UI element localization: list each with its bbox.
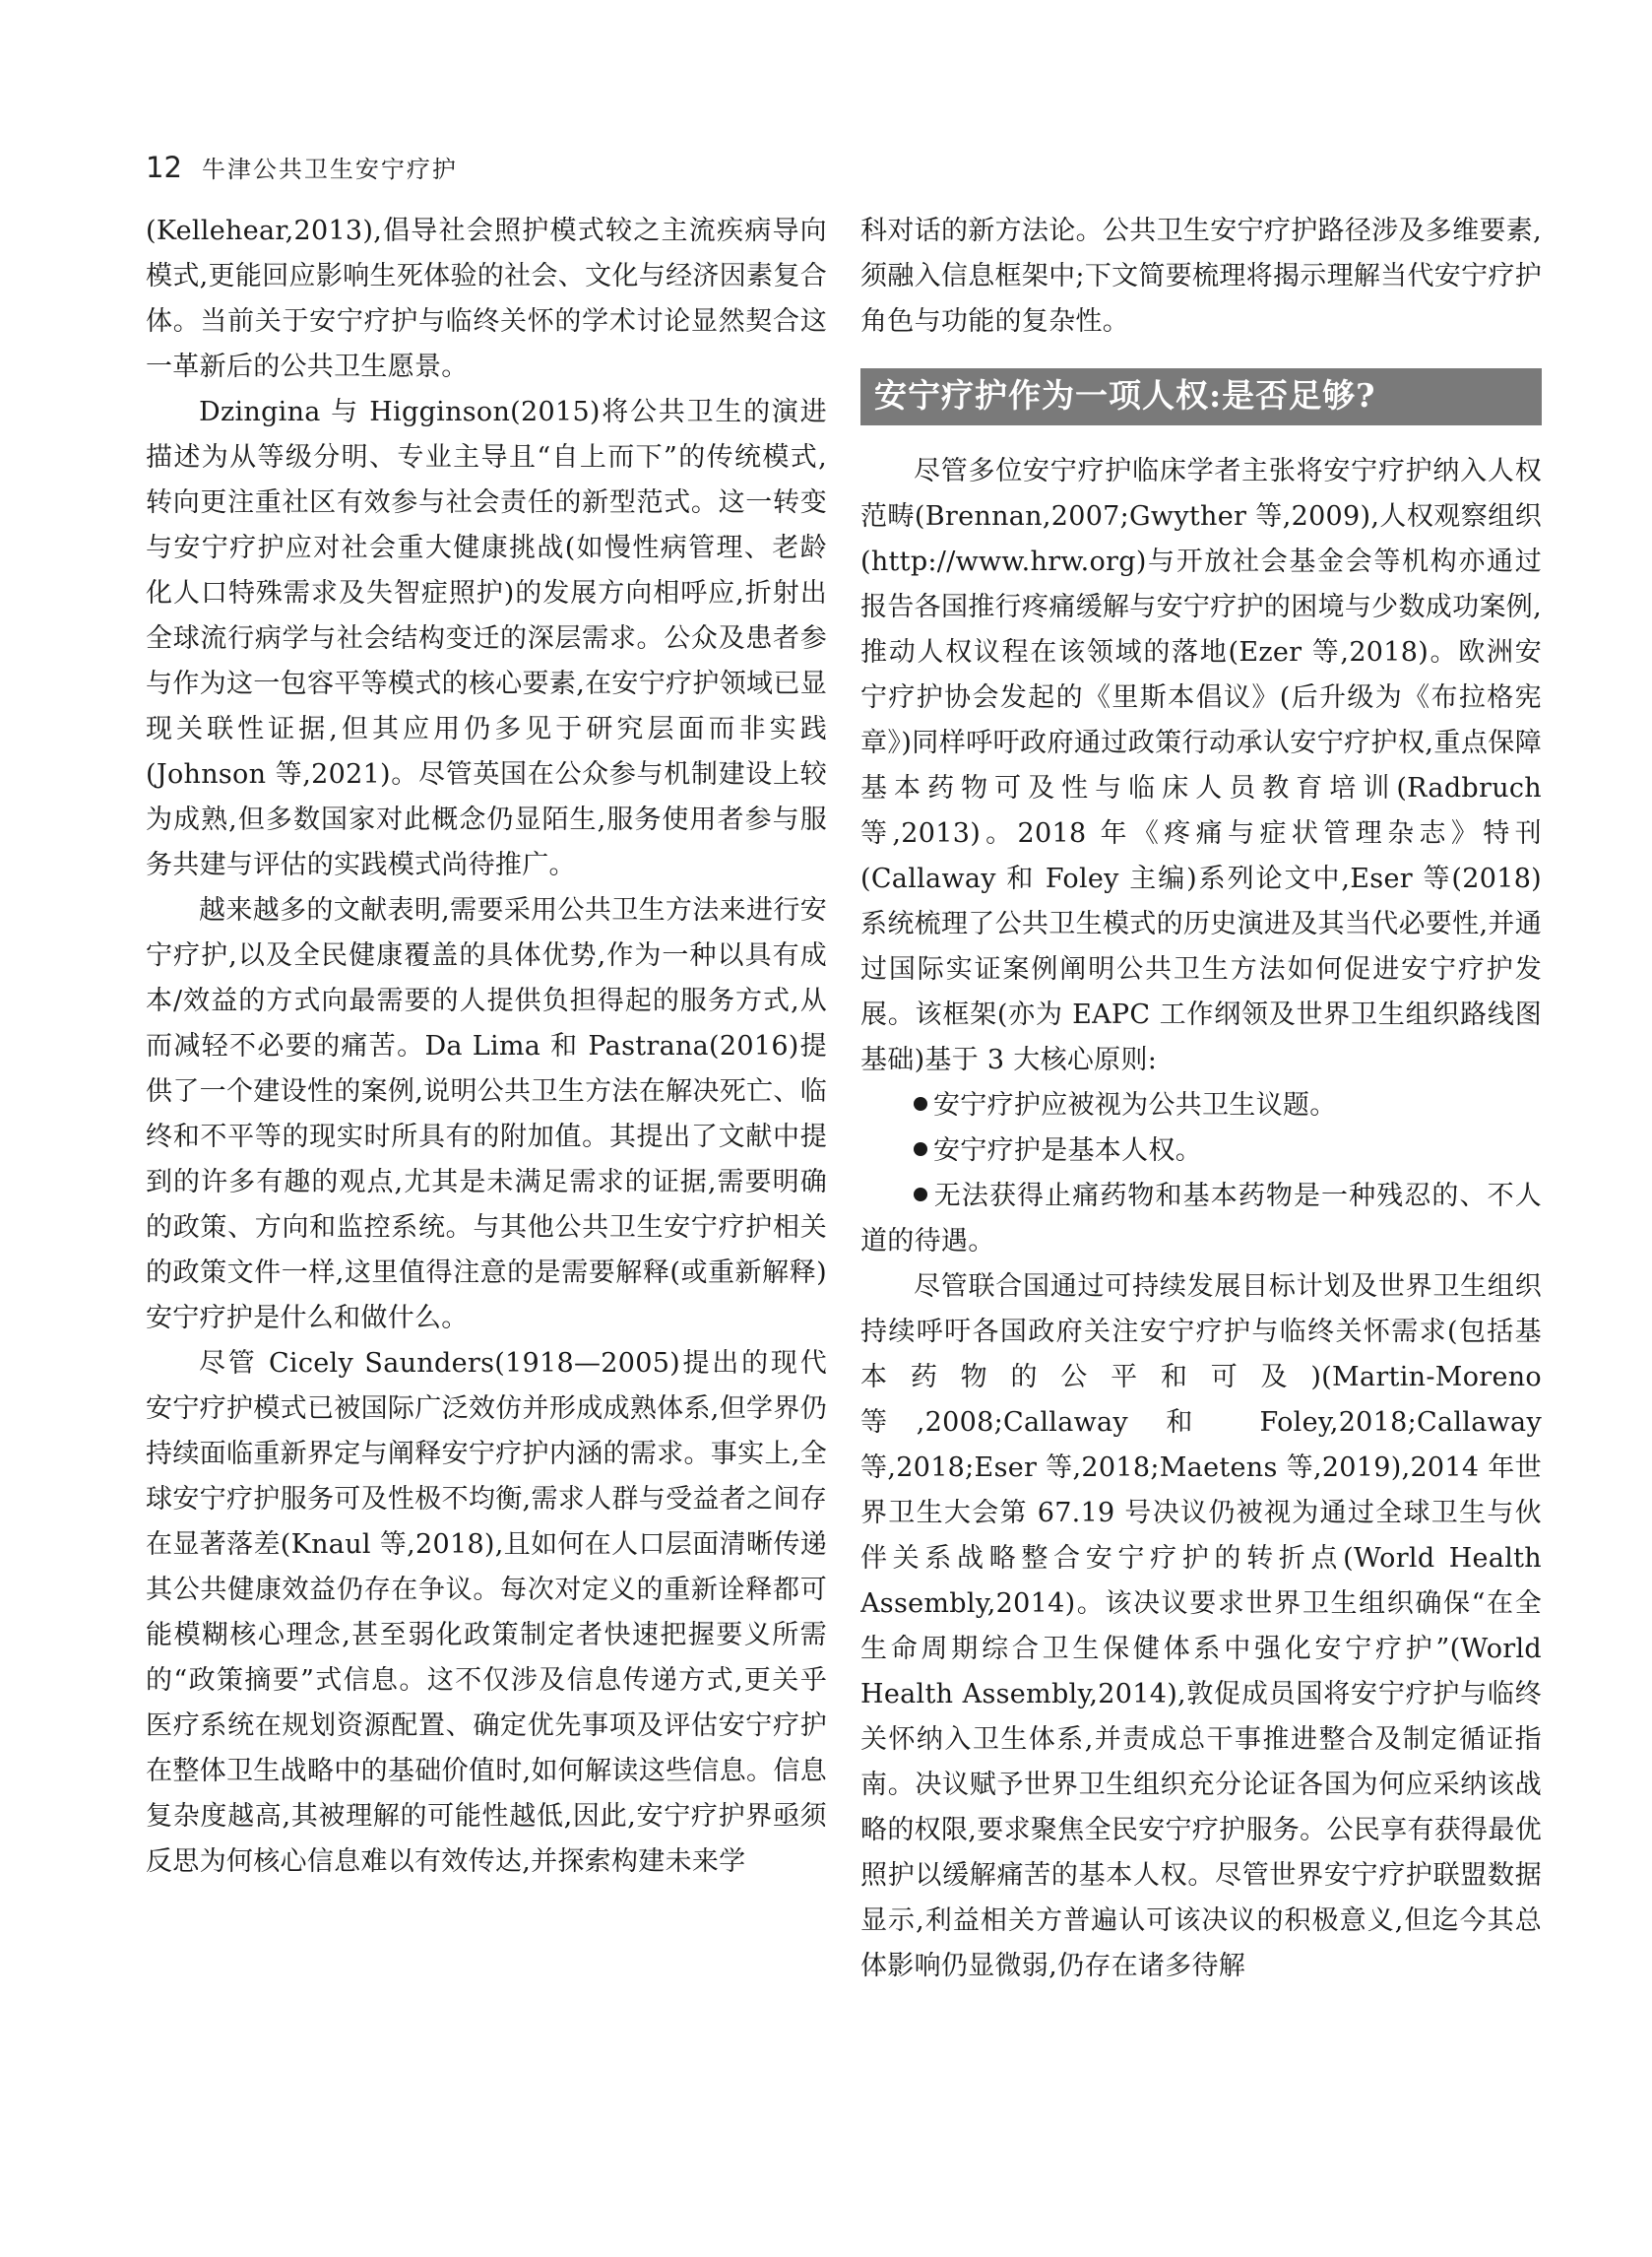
section-heading: 安宁疗护作为一项人权:是否足够? [860, 368, 1542, 425]
list-item [860, 1128, 1542, 1174]
bullet-icon [914, 1142, 927, 1156]
list-item [860, 1083, 1542, 1128]
running-header [146, 150, 458, 189]
running-title: 牛津公共卫生安宁疗护 [201, 156, 458, 183]
list-item-text: 安宁疗护是基本人权。 [933, 1135, 1202, 1166]
list-item-text: 安宁疗护应被视为公共卫生议题。 [933, 1090, 1337, 1121]
body-paragraph: (Kellehear,2013),倡导社会照护模式较之主流疾病导向模式,更能回应影响生死体验的社会、文化与经济因素复合体。当前关于安宁疗护与临终关怀的学术讨论显然契合这一革新后的公共卫生愿景。 [146, 216, 827, 382]
body-paragraph: 尽管联合国通过可持续发展目标计划及世界卫生组织持续呼吁各国政府关注安宁疗护与临终关怀需求(包括基本药物的公平和可及)(Martin-Moreno 等,2008;Callaway 和 Foley,2018;Callaway 等,2018;Eser 等,2018;Maetens 等,2019),2014 年世界卫生大会第 67.19 号决议仍被视为通过全球卫生与伙伴关系战略整合安宁疗护的转折点(World Health Assembly,2014)。该决议要求世界卫生组织确保“在全生命周期综合卫生保健体系中强化安宁疗护”(World Health Assembly,2014),敦促成员国将安宁疗护与临终关怀纳入卫生体系,并责成总干事推进整合及制定循证指南。决议赋予世界卫生组织充分论证各国为何应采纳该战略的权限,要求聚焦全民安宁疗护服务。公民享有获得最优照护以缓解痛苦的基本人权。尽管世界安宁疗护联盟数据显示,利益相关方普遍认可该决议的积极意义,但迄今其总体影响仍显微弱,仍存在诸多待解 [860, 1271, 1542, 1981]
bullet-icon [914, 1188, 927, 1201]
bullet-icon [914, 1097, 927, 1111]
body-paragraph: 尽管 Cicely Saunders(1918—2005)提出的现代安宁疗护模式已被国际广泛效仿并形成成熟体系,但学界仍持续面临重新界定与阐释安宁疗护内涵的需求。事实上,全球安宁疗护服务可及性极不均衡,需求人群与受益者之间存在显著落差(Knaul 等,2018),且如何在人口层面清晰传递其公共健康效益仍存在争议。每次对定义的重新诠释都可能模糊核心理念,甚至弱化政策制定者快速把握要义所需的“政策摘要”式信息。这不仅涉及信息传递方式,更关乎医疗系统在规划资源配置、确定优先事项及评估安宁疗护在整体卫生战略中的基础价值时,如何解读这些信息。信息复杂度越高,其被理解的可能性越低,因此,安宁疗护界亟须反思为何核心信息难以有效传达,并探索构建未来学 [146, 1348, 827, 1877]
body-paragraph: Dzingina 与 Higginson(2015)将公共卫生的演进描述为从等级分明、专业主导且“自上而下”的传统模式,转向更注重社区有效参与社会责任的新型范式。这一转变与安宁疗护应对社会重大健康挑战(如慢性病管理、老龄化人口特殊需求及失智症照护)的发展方向相呼应,折射出全球流行病学与社会结构变迁的深层需求。公众及患者参与作为这一包容平等模式的核心要素,在安宁疗护领域已显现关联性证据,但其应用仍多见于研究层面而非实践(Johnson 等,2021)。尽管英国在公众参与机制建设上较为成熟,但多数国家对此概念仍显陌生,服务使用者参与服务共建与评估的实践模式尚待推广。 [146, 397, 827, 880]
page-number: 12 [146, 151, 182, 184]
principles-list [860, 1083, 1542, 1264]
body-paragraph: 尽管多位安宁疗护临床学者主张将安宁疗护纳入人权范畴(Brennan,2007;Gwyther 等,2009),人权观察组织(http://www.hrw.org)与开放社会基金会等机构亦通过报告各国推行疼痛缓解与安宁疗护的困境与少数成功案例,推动人权议程在该领域的落地(Ezer 等,2018)。欧洲安宁疗护协会发起的《里斯本倡议》(后升级为《布拉格宪章》)同样呼吁政府通过政策行动承认安宁疗护权,重点保障基本药物可及性与临床人员教育培训(Radbruch 等,2013)。2018 年《疼痛与症状管理杂志》特刊(Callaway 和 Foley 主编)系列论文中,Eser 等(2018)系统梳理了公共卫生模式的历史演进及其当代必要性,并通过国际实证案例阐明公共卫生方法如何促进安宁疗护发展。该框架(亦为 EAPC 工作纲领及世界卫生组织路线图基础)基于 3 大核心原则: [860, 456, 1542, 1075]
list-item [860, 1174, 1542, 1264]
body-paragraph: 科对话的新方法论。公共卫生安宁疗护路径涉及多维要素,须融入信息框架中;下文简要梳理将揭示理解当代安宁疗护角色与功能的复杂性。 [860, 216, 1542, 337]
right-column [860, 209, 1542, 2149]
body-paragraph: 越来越多的文献表明,需要采用公共卫生方法来进行安宁疗护,以及全民健康覆盖的具体优势,作为一种以具有成本/效益的方式向最需要的人提供负担得起的服务方式,从而减轻不必要的痛苦。Da Lima 和 Pastrana(2016)提供了一个建设性的案例,说明公共卫生方法在解决死亡、临终和不平等的现实时所具有的附加值。其提出了文献中提到的许多有趣的观点,尤其是未满足需求的证据,需要明确的政策、方向和监控系统。与其他公共卫生安宁疗护相关的政策文件一样,这里值得注意的是需要解释(或重新解释)安宁疗护是什么和做什么。 [146, 895, 827, 1333]
left-column [146, 209, 827, 2149]
list-item-text: 无法获得止痛药物和基本药物是一种残忍的、不人道的待遇。 [860, 1181, 1542, 1257]
